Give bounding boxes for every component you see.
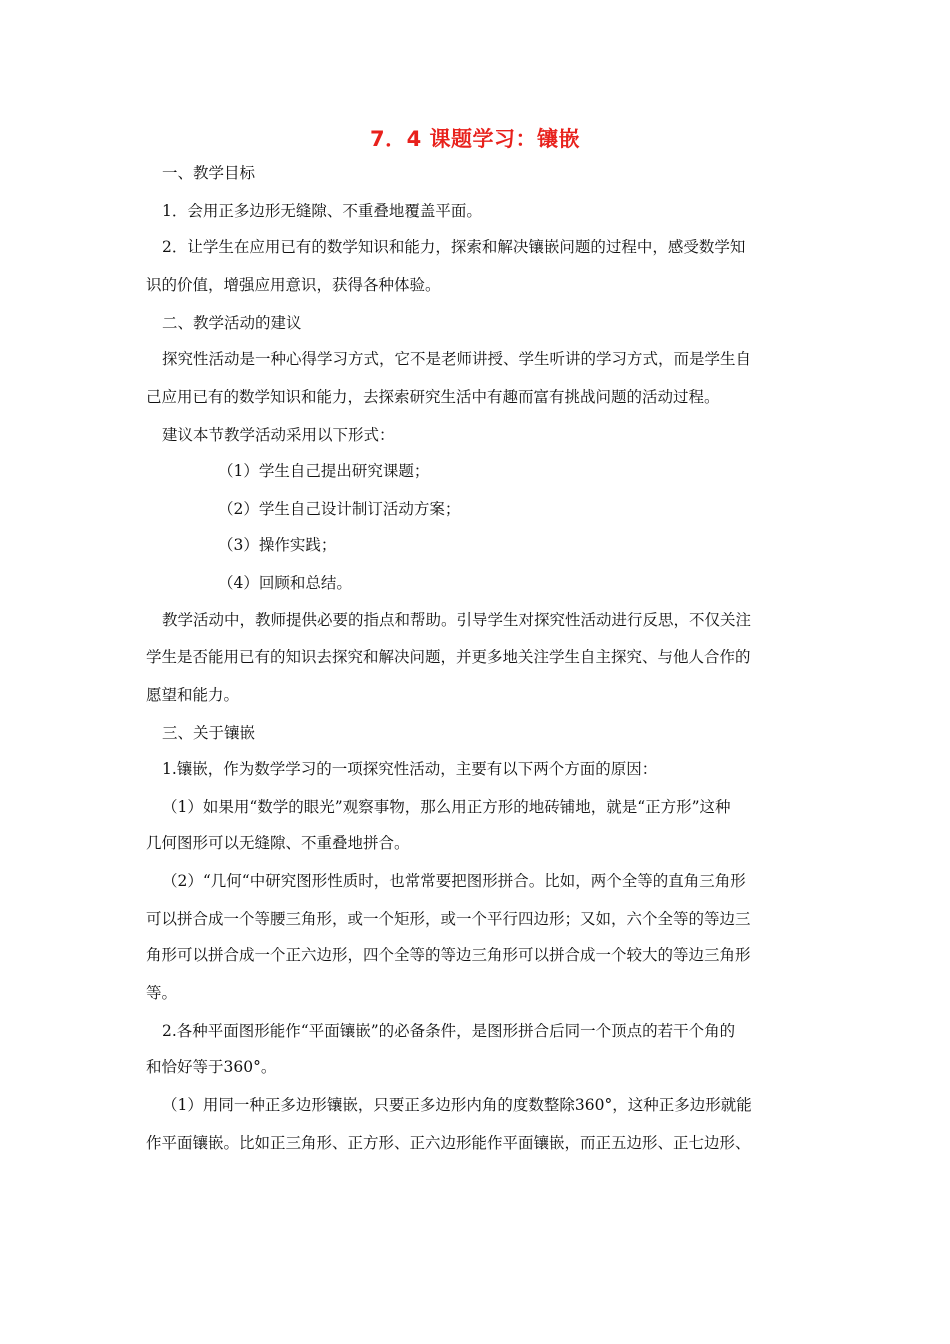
paragraph-line: （1）用同一种正多边形镶嵌，只要正多边形内角的度数整除360°，这种正多边形就能 xyxy=(162,1096,752,1114)
paragraph-line: 1.镶嵌，作为数学学习的一项探究性活动，主要有以下两个方面的原因： xyxy=(162,760,658,778)
paragraph-line: 教学活动中，教师提供必要的指点和帮助。引导学生对探究性活动进行反思，不仅关注 xyxy=(162,611,752,629)
paragraph-line: 几何图形可以无缝隙、不重叠地拼合。 xyxy=(146,834,410,852)
paragraph-line: 作平面镶嵌。比如正三角形、正方形、正六边形能作平面镶嵌，而正五边形、正七边形、 xyxy=(146,1134,751,1152)
paragraph-line: 2．让学生在应用已有的数学知识和能力，探索和解决镶嵌问题的过程中，感受数学知 xyxy=(162,238,746,256)
list-item: （3）操作实践； xyxy=(218,536,337,554)
document-title: 7．4 课题学习：镶嵌 xyxy=(369,127,581,151)
paragraph-line: 探究性活动是一种心得学习方式，它不是老师讲授、学生听讲的学习方式，而是学生自 xyxy=(162,350,752,368)
paragraph-line: 角形可以拼合成一个正六边形，四个全等的等边三角形可以拼合成一个较大的等边三角形 xyxy=(146,946,751,964)
paragraph-line: （2）“几何“中研究图形性质时，也常常要把图形拼合。比如，两个全等的直角三角形 xyxy=(162,872,746,890)
paragraph-line: （1）如果用“数学的眼光”观察事物，那么用正方形的地砖铺地，就是“正方形”这种 xyxy=(162,798,731,816)
paragraph-line: 识的价值，增强应用意识，获得各种体验。 xyxy=(146,276,441,294)
list-item: （1）学生自己提出研究课题； xyxy=(218,462,430,480)
section-heading-suggestions: 二、教学活动的建议 xyxy=(162,314,302,332)
section-heading-tessellation: 三、关于镶嵌 xyxy=(162,724,256,742)
paragraph-line: 可以拼合成一个等腰三角形，或一个矩形，或一个平行四边形；又如，六个全等的等边三 xyxy=(146,910,751,928)
list-item: （4）回顾和总结。 xyxy=(218,574,352,592)
paragraph-line: 学生是否能用已有的知识去探究和解决问题，并更多地关注学生自主探究、与他人合作的 xyxy=(146,648,751,666)
paragraph-line: 和恰好等于360°。 xyxy=(146,1058,277,1076)
paragraph-line: 己应用已有的数学知识和能力，去探索研究生活中有趣而富有挑战问题的活动过程。 xyxy=(146,388,720,406)
paragraph-line: 愿望和能力。 xyxy=(146,686,240,704)
paragraph-line: 2.各种平面图形能作“平面镶嵌”的必备条件，是图形拼合后同一个顶点的若干个角的 xyxy=(162,1022,736,1040)
list-item: （2）学生自己设计制订活动方案； xyxy=(218,500,461,518)
paragraph-line: 等。 xyxy=(146,984,178,1002)
section-heading-objectives: 一、教学目标 xyxy=(162,164,256,182)
paragraph-line: 1．会用正多边形无缝隙、不重叠地覆盖平面。 xyxy=(162,202,482,220)
paragraph-line: 建议本节教学活动采用以下形式： xyxy=(162,426,395,444)
